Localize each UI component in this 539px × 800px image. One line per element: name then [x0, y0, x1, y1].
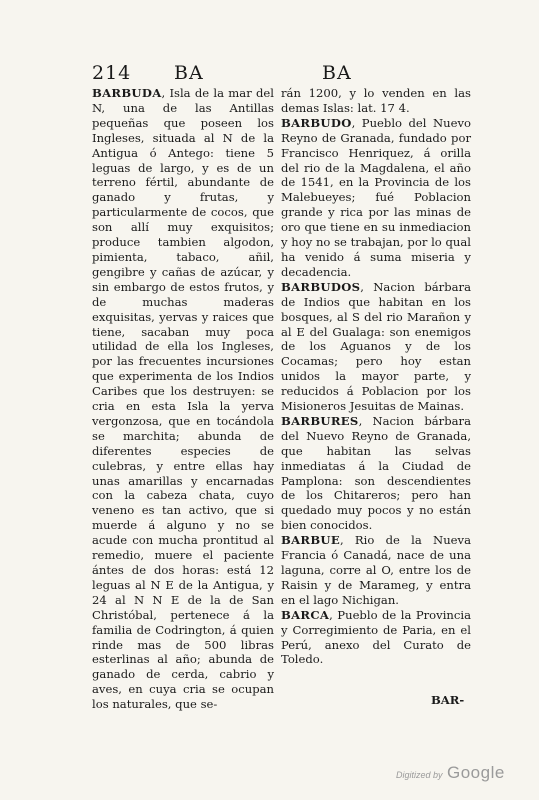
entry-text: , Nacion bárbara del Nuevo Reyno de Granada, que habitan las selvas inmediatas á la Ciudad de Pamplona: son descendientes de los Chitareros; pero han quedado muy pocos y no están bien conocidos.	[281, 413, 471, 533]
entry-headword: BARBUDO	[281, 115, 352, 130]
watermark-prefix: Digitized by	[396, 770, 443, 780]
entry-text: , Isla de la mar del N, una de las Antillas pequeñas que poseen los Ingleses, situada al N de la Antigua ó Antego: tiene 5 leguas de largo, y es de un terreno fértil, abundante de ganado y frutas, y particularmente de cocos, que son allí muy exquisitos; produce tambien algodon, pimienta, tabaco, añil, gengibre y cañas de azúcar, y sin embargo de estos frutos, y de muchas maderas exquisitas, yervas y raices que tiene, sacaban muy poca utilidad de ella los Ingleses, por las frecuentes incursiones que experimenta de los Indios Caribes que los destruyen: se cria en esta Isla la yerva vergonzosa, que en tocándola se marchita; abunda de diferentes especies de culebras, y entre ellas hay unas amarillas y encarnadas con la cabeza chata, cuyo veneno es tan activo, que si muerde á alguno y no se acude con mucha prontitud al remedio, muere el paciente ántes de dos horas: está 12 leguas al N E de la Antigua, y 24 al N N E de la de San Christóbal, pertenece á la familia de Codrington, á quien rinde mas de 500 libras esterlinas al año; abunda de ganado de cerda, cabrio y aves, en cuya cria se ocupan los naturales, que se-	[92, 86, 274, 712]
entry-text: , Pueblo de la Provincia y Corregimiento de Paria, en el Perú, anexo del Curato de Toledo.	[281, 607, 471, 667]
entry-barbudos	[281, 280, 471, 414]
right-column	[281, 86, 471, 667]
digitized-watermark	[396, 763, 505, 783]
running-head-right: BA	[322, 62, 352, 84]
entry-barbue	[281, 533, 471, 608]
entry-text: , Pueblo del Nuevo Reyno de Granada, fundado por Francisco Henriquez, á orilla del rio de la Magdalena, el año de 1541, en la Provincia de los Malebueyes; fué Poblacion grande y rica por las minas de oro que tiene en su inmediacion y hoy no se trabajan, por lo qual ha venido á suma miseria y decadencia.	[281, 115, 471, 279]
entry-barbudo	[281, 116, 471, 280]
left-column	[92, 86, 274, 712]
entry-text: , Rio de la Nueva Francia ó Canadá, nace de una laguna, corre al O, entre los de Raisin y de Marameg, y entra en el lago Nichigan.	[281, 533, 471, 607]
entry-barbuda	[92, 86, 274, 712]
running-head-left: BA	[174, 62, 204, 84]
google-logo: Google	[446, 763, 505, 782]
entry-headword: BARBURES	[281, 413, 359, 428]
entry-headword: BARBUE	[281, 533, 340, 548]
entry-headword: BARBUDA	[92, 86, 162, 100]
entry-headword: BARCA	[281, 607, 330, 622]
catchword: BAR-	[431, 693, 465, 707]
entry-text: , Nacion bárbara de Indios que habitan en los bosques, al S del rio Marañon y al E del Gualaga: son enemigos de los Aguanos y de los Cocamas; pero hoy estan unidos la mayor parte, y reducidos á Poblacion por los Misioneros Jesuitas de Mainas.	[281, 279, 471, 414]
entry-headword: BARBUDOS	[281, 279, 361, 294]
entry-barca	[281, 608, 471, 668]
page-header	[92, 62, 472, 86]
entry-barbuda-continued: rán 1200, y lo venden en las demas Islas: lat. 17 4.	[281, 86, 471, 115]
entry-barbures	[281, 414, 471, 533]
page-number: 214	[92, 62, 132, 84]
